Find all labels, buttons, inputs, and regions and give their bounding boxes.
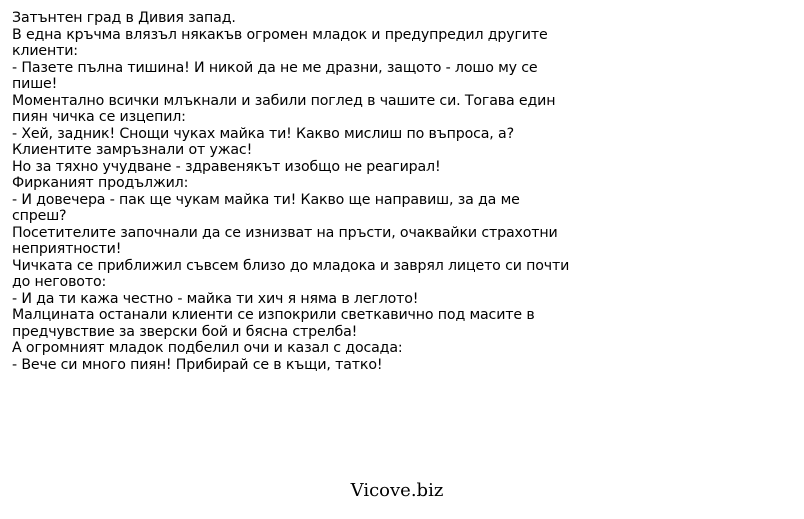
- joke-line: Фирканият продължил:: [12, 175, 189, 191]
- joke-line: - Вече си много пиян! Прибирай се в къщи, татко!: [12, 356, 383, 373]
- joke-line: - Пазете пълна тишина! И никой да не ме дразни, защото - лошо му се пише!: [12, 59, 538, 92]
- joke-line: Но за тяхно учудване - здравенякът изобщо не реагирал!: [12, 158, 441, 175]
- joke-line: Затънтен град в Дивия запад.: [12, 10, 236, 26]
- joke-line: Посетителите започнали да се изнизват на пръсти, очаквайки страхотни неприятности!: [12, 224, 558, 257]
- joke-line: - И да ти кажа честно - майка ти хич я няма в леглото!: [12, 290, 419, 307]
- joke-line: В една кръчма влязъл някакъв огромен младок и предупредил другите клиенти:: [12, 26, 548, 59]
- joke-line: Чичката се приближил съвсем близо до младока и заврял лицето си почти до неговото:: [12, 257, 570, 290]
- joke-line: Клиентите замръзнали от ужас!: [12, 142, 253, 158]
- joke-line: А огромният младок подбелил очи и казал с досада:: [12, 340, 403, 356]
- site-watermark: Vicove.biz: [350, 480, 444, 501]
- joke-line: - И довечера - пак ще чукам майка ти! Какво ще направиш, за да ме спреш?: [12, 191, 520, 224]
- joke-line: Моментално всички млъкнали и забили поглед в чашите си. Тогава един пиян чичка се изцепил:: [12, 92, 556, 125]
- joke-line: Малцината останали клиенти се изпокрили светкавично под масите в предчувствие за зверски бой и бясна стрелба!: [12, 307, 535, 340]
- joke-line: - Хей, задник! Снощи чуках майка ти! Какво мислиш по въпроса, а?: [12, 125, 514, 142]
- joke-text: [12, 10, 572, 373]
